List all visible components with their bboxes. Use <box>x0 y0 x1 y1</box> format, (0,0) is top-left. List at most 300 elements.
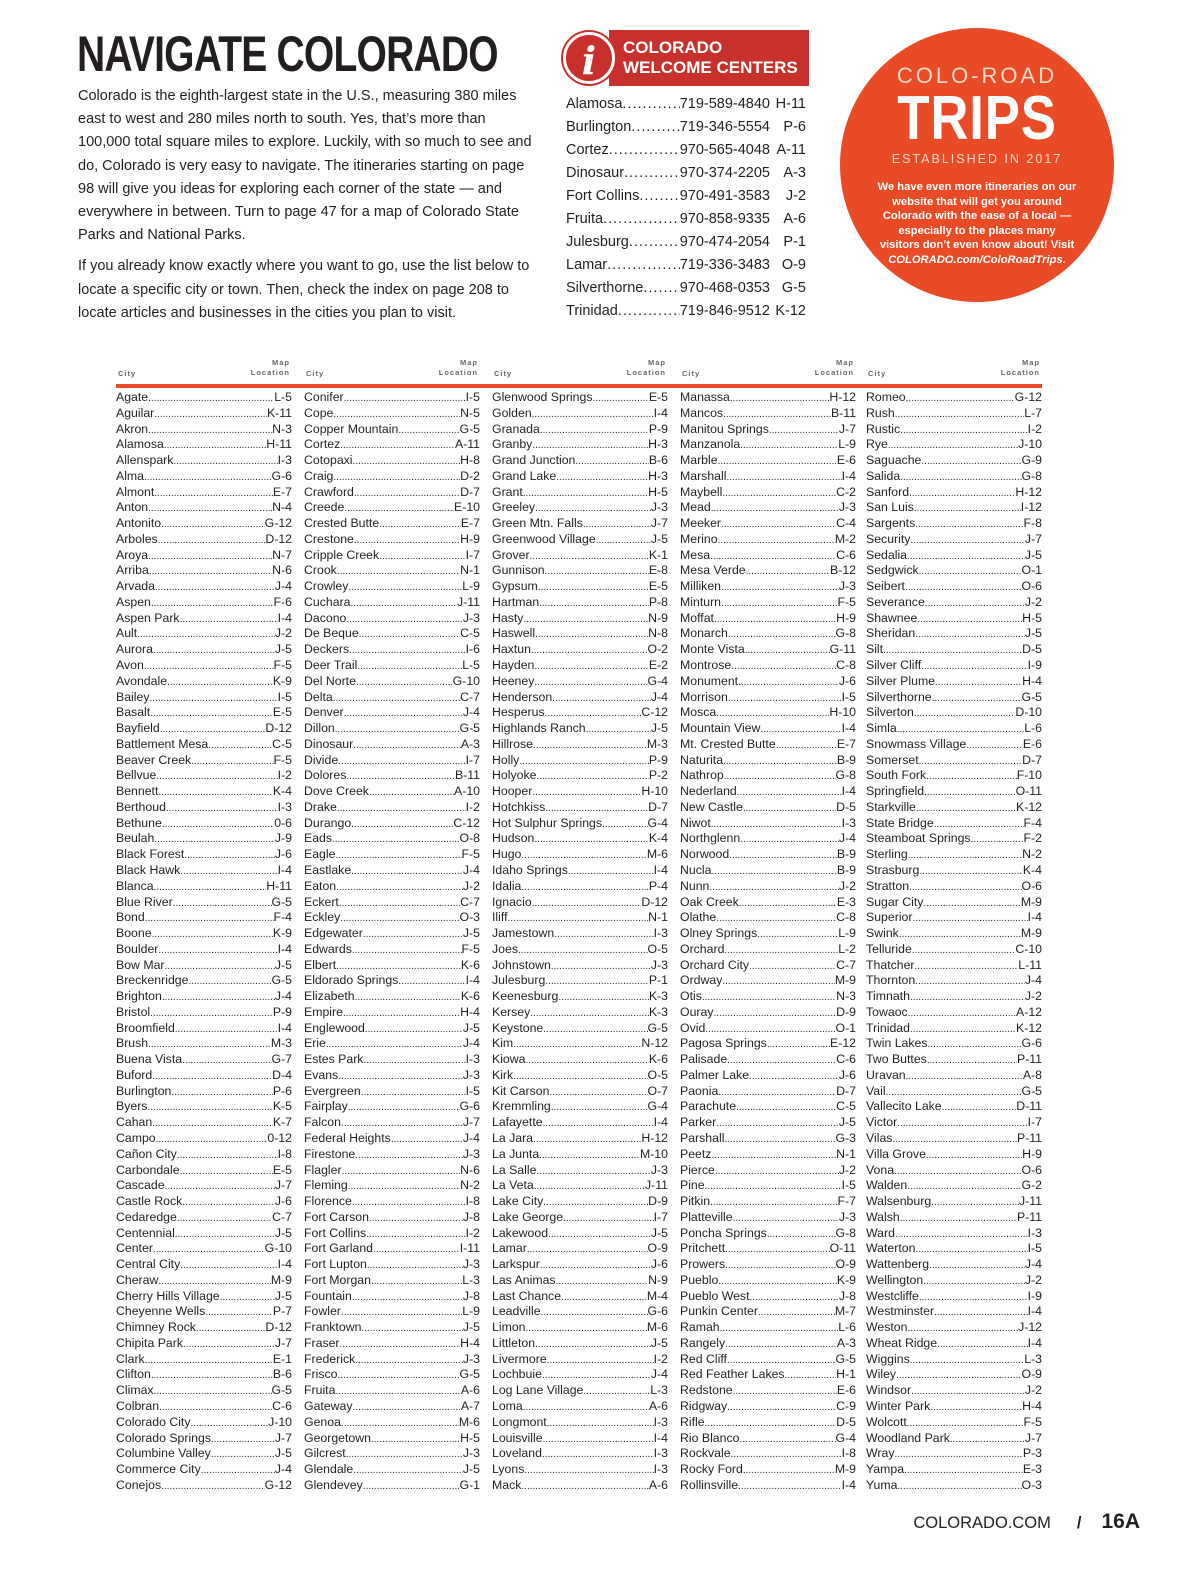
index-row <box>304 1273 480 1289</box>
map-location: J-2 <box>1024 1272 1042 1287</box>
map-location: D-2 <box>460 468 480 483</box>
map-location: J-4 <box>650 1367 668 1382</box>
index-row <box>866 1084 1042 1100</box>
leader-dots <box>583 1383 650 1399</box>
index-row <box>680 485 856 501</box>
map-location: J-3 <box>650 1162 668 1177</box>
leader-dots <box>342 1163 461 1179</box>
city-name: Heeney <box>492 673 535 688</box>
leader-dots <box>618 300 680 323</box>
index-row <box>304 879 480 895</box>
index-row <box>304 1163 480 1179</box>
map-location: A-8 <box>1022 1067 1042 1082</box>
leader-dots <box>196 1320 265 1336</box>
city-name: Central City <box>116 1257 181 1272</box>
map-location: C-6 <box>836 547 856 562</box>
city-name: Redstone <box>680 1383 733 1398</box>
city-name: Last Chance <box>492 1288 562 1303</box>
leader-dots <box>352 942 462 958</box>
index-row <box>866 500 1042 516</box>
index-row <box>304 469 480 485</box>
index-row <box>492 548 668 564</box>
map-location: A-6 <box>460 1383 480 1398</box>
map-location: H-4 <box>1022 1399 1042 1413</box>
leader-dots <box>337 800 466 816</box>
index-row <box>304 1005 480 1021</box>
index-row <box>866 626 1042 642</box>
city-name: Hotchkiss <box>492 799 546 814</box>
city-name: Sedgwick <box>866 563 919 578</box>
index-row <box>492 784 668 800</box>
leader-dots <box>910 1021 1016 1037</box>
leader-dots <box>162 816 274 832</box>
index-row <box>304 500 480 516</box>
map-location: I-5 <box>465 1083 480 1098</box>
index-column-header <box>680 358 856 380</box>
index-row <box>116 879 292 895</box>
welcome-center-phone: 719-346-5554 <box>679 119 770 135</box>
city-name: Conifer <box>304 390 344 404</box>
city-name: Cuchara <box>304 594 351 609</box>
map-location: J-4 <box>838 831 856 846</box>
city-name: Henderson <box>492 689 553 704</box>
map-location: O-11 <box>1015 784 1042 799</box>
welcome-center-phone: 970-565-4048 <box>679 142 770 158</box>
map-location: J-7 <box>1024 531 1042 546</box>
index-row <box>492 1194 668 1210</box>
map-location: G-10 <box>452 673 480 688</box>
map-location: J-10 <box>1018 437 1042 452</box>
index-row <box>866 563 1042 579</box>
index-row <box>116 1147 292 1163</box>
map-location: F-4 <box>1023 815 1042 830</box>
city-name: Vilas <box>866 1130 893 1145</box>
index-row <box>680 737 856 753</box>
city-name: Haswell <box>492 626 536 641</box>
leader-dots <box>896 1367 1021 1383</box>
badge-description: We have even more itineraries on our website that will get you around Colorado with the ease of a local — especially to the places many visitors don’t even know about! Visit <box>877 181 1077 252</box>
map-location: I-4 <box>653 862 668 877</box>
map-location: M-6 <box>646 847 668 862</box>
leader-dots <box>725 1336 837 1352</box>
city-name: Boulder <box>116 941 159 956</box>
index-row <box>680 422 856 438</box>
city-name: Yampa <box>866 1462 905 1477</box>
map-location: J-3 <box>462 1351 480 1366</box>
leader-dots <box>900 469 1021 485</box>
leader-dots <box>607 254 680 277</box>
map-location: O-7 <box>647 1083 668 1098</box>
city-name: Walsenburg <box>866 1194 932 1209</box>
leader-dots <box>727 1352 836 1368</box>
city-name: Norwood <box>680 847 730 862</box>
map-location: B-12 <box>830 563 856 578</box>
index-row <box>304 390 480 406</box>
index-row <box>866 816 1042 832</box>
leader-dots <box>398 422 459 438</box>
leader-dots <box>156 1131 268 1147</box>
leader-dots <box>629 231 680 254</box>
index-row <box>492 816 668 832</box>
city-name: Falcon <box>304 1115 341 1130</box>
index-row <box>304 1289 480 1305</box>
city-name: Granby <box>492 437 533 452</box>
leader-dots <box>739 895 837 911</box>
index-row <box>866 1021 1042 1037</box>
index-row <box>680 753 856 769</box>
index-row <box>680 1005 856 1021</box>
map-location: G-4 <box>647 815 668 830</box>
map-location: K-4 <box>1022 862 1042 877</box>
map-location: K-4 <box>648 831 668 846</box>
index-row <box>304 1367 480 1383</box>
city-name: Trinidad <box>866 1020 910 1035</box>
index-row <box>866 548 1042 564</box>
city-name: Meeker <box>680 516 722 531</box>
map-location: A-3 <box>836 1335 856 1350</box>
leader-dots <box>184 847 275 863</box>
index-row <box>680 1194 856 1210</box>
map-location: P-9 <box>272 1004 292 1019</box>
index-row <box>304 690 480 706</box>
leader-dots <box>363 1052 465 1068</box>
map-location: L-5 <box>274 390 292 404</box>
city-name: Sterling <box>866 847 908 862</box>
leader-dots <box>346 768 455 784</box>
leader-dots <box>144 469 271 485</box>
map-location: C-8 <box>836 910 856 925</box>
map-location: A-6 <box>648 1399 668 1413</box>
leader-dots <box>558 989 649 1005</box>
map-location: L-9 <box>462 579 480 594</box>
city-name: Silverthorne <box>866 689 932 704</box>
index-row <box>116 705 292 721</box>
city-name: Pueblo West <box>680 1288 750 1303</box>
leader-dots <box>353 453 461 469</box>
leader-dots <box>523 485 648 501</box>
leader-dots <box>934 1304 1028 1320</box>
leader-dots <box>332 831 459 847</box>
leader-dots <box>340 437 455 453</box>
welcome-center-row <box>566 185 806 208</box>
welcome-center-row <box>566 277 806 300</box>
index-row <box>680 548 856 564</box>
index-row <box>116 674 292 690</box>
leader-dots <box>757 926 838 942</box>
index-row <box>304 1068 480 1084</box>
leader-dots <box>729 847 837 863</box>
map-location: H-4 <box>1022 673 1042 688</box>
leader-dots <box>543 1021 647 1037</box>
leader-dots <box>513 1036 641 1052</box>
city-name: Ovid <box>680 1020 706 1035</box>
map-location: J-5 <box>462 1320 480 1335</box>
map-location: J-3 <box>838 500 856 515</box>
map-location: C-12 <box>453 815 480 830</box>
city-name: Silverton <box>866 705 914 720</box>
city-name: Elbert <box>304 957 337 972</box>
map-location: J-2 <box>1024 1383 1042 1398</box>
leader-dots <box>547 1415 654 1431</box>
leader-dots <box>716 1115 839 1131</box>
map-location: L-3 <box>462 1272 480 1287</box>
map-location: F-5 <box>273 658 292 673</box>
leader-dots <box>919 563 1022 579</box>
leader-dots <box>895 1226 1028 1242</box>
leader-dots <box>154 406 267 422</box>
city-name: Aroya <box>116 547 149 562</box>
index-row <box>304 1304 480 1320</box>
map-location: L-5 <box>462 658 480 673</box>
city-name: Drake <box>304 799 337 814</box>
city-name: Divide <box>304 752 339 767</box>
welcome-center-row <box>566 116 806 139</box>
city-name: Evergreen <box>304 1083 361 1098</box>
page-number: 16A <box>1101 1510 1140 1533</box>
map-location: M-7 <box>834 1304 856 1319</box>
map-location: I-2 <box>653 1351 668 1366</box>
index-row <box>304 895 480 911</box>
index-row <box>304 1320 480 1336</box>
city-name: Walsh <box>866 1209 900 1224</box>
index-list <box>492 390 668 1494</box>
map-location: G-5 <box>271 1383 292 1398</box>
index-row <box>680 1210 856 1226</box>
city-name: Sargents <box>866 516 916 531</box>
leader-dots <box>894 1163 1021 1179</box>
index-row <box>680 1226 856 1242</box>
city-name: Frisco <box>304 1367 338 1382</box>
index-list <box>116 390 292 1494</box>
map-location: I-2 <box>277 768 292 783</box>
leader-dots <box>356 674 453 690</box>
city-name: Red Cliff <box>680 1351 727 1366</box>
index-row <box>116 1273 292 1289</box>
index-row <box>116 910 292 926</box>
index-row <box>304 563 480 579</box>
leader-dots <box>942 1099 1017 1115</box>
index-row <box>866 1383 1042 1399</box>
leader-dots <box>931 1194 1019 1210</box>
header-city-label: City <box>306 369 325 378</box>
header-city-label: City <box>118 369 137 378</box>
city-name: Hesperus <box>492 705 545 720</box>
welcome-center-map-location: H-11 <box>775 96 806 112</box>
index-row <box>866 1273 1042 1289</box>
leader-dots <box>182 1052 271 1068</box>
index-row <box>304 437 480 453</box>
city-name: Gypsum <box>492 579 538 594</box>
city-name: Bond <box>116 910 145 925</box>
city-name: Firestone <box>304 1146 356 1161</box>
welcome-center-phone: 970-468-0353 <box>679 280 770 296</box>
map-location: E-10 <box>454 500 480 515</box>
leader-dots <box>336 958 461 974</box>
index-row <box>866 910 1042 926</box>
city-name: Northglenn <box>680 831 741 846</box>
map-location: C-12 <box>641 705 668 720</box>
map-location: K-5 <box>272 1099 292 1114</box>
map-location: L-7 <box>1024 405 1042 420</box>
leader-dots <box>915 973 1025 989</box>
welcome-centers-title <box>609 30 809 86</box>
map-location: I-4 <box>277 1020 292 1035</box>
leader-dots <box>326 1036 463 1052</box>
city-name: Buena Vista <box>116 1052 183 1067</box>
map-location: D-12 <box>265 1320 292 1335</box>
map-location: I-6 <box>465 642 480 657</box>
city-name: Monument <box>680 673 739 688</box>
city-name: Glendale <box>304 1462 354 1477</box>
leader-dots <box>705 1021 835 1037</box>
city-name: Glenwood Springs <box>492 390 593 404</box>
leader-dots <box>716 705 829 721</box>
index-row <box>492 1399 668 1415</box>
city-name: Westcliffe <box>866 1288 919 1303</box>
page-footer <box>913 1510 1140 1534</box>
city-name: Gilcrest <box>304 1446 346 1461</box>
index-row <box>116 1304 292 1320</box>
leader-dots <box>924 784 1015 800</box>
index-row <box>866 406 1042 422</box>
city-name: Edwards <box>304 941 352 956</box>
city-name: Fowler <box>304 1304 341 1319</box>
map-location: G-5 <box>271 894 292 909</box>
leader-dots <box>542 1446 654 1462</box>
footer-slash: / <box>1076 1514 1082 1532</box>
leader-dots <box>923 895 1020 911</box>
index-row <box>304 705 480 721</box>
index-list <box>680 390 856 1494</box>
index-row <box>304 768 480 784</box>
leader-dots <box>534 658 648 674</box>
city-name: Las Animas <box>492 1272 556 1287</box>
map-location: I-7 <box>1027 1115 1042 1130</box>
badge-link[interactable]: COLORADO.com/ColoRoadTrips. <box>888 253 1066 266</box>
city-name: Dillon <box>304 721 335 736</box>
map-location: L-6 <box>838 1320 856 1335</box>
leader-dots <box>720 1320 839 1336</box>
city-name: Palmer Lake <box>680 1067 750 1082</box>
index-row <box>680 816 856 832</box>
index-row <box>866 674 1042 690</box>
city-name: Eaton <box>304 878 337 893</box>
city-name: Fairplay <box>304 1099 348 1114</box>
leader-dots <box>154 831 275 847</box>
leader-dots <box>727 1052 836 1068</box>
leader-dots <box>352 1289 463 1305</box>
leader-dots <box>154 1383 272 1399</box>
city-name: Rifle <box>680 1414 705 1429</box>
leader-dots <box>369 784 454 800</box>
city-name: Mountain View <box>680 721 761 736</box>
leader-dots <box>150 1005 273 1021</box>
map-location: P-4 <box>648 878 668 893</box>
city-name: Agate <box>116 390 149 404</box>
index-row <box>304 1194 480 1210</box>
leader-dots <box>914 705 1016 721</box>
map-location: J-11 <box>456 594 480 609</box>
index-row <box>492 532 668 548</box>
index-row <box>304 1462 480 1478</box>
map-location: G-5 <box>1021 1083 1042 1098</box>
leader-dots <box>175 1226 275 1242</box>
header-map-location-label <box>251 358 290 378</box>
leader-dots <box>908 1005 1016 1021</box>
map-location: J-5 <box>274 957 292 972</box>
city-name: Colorado City <box>116 1414 191 1429</box>
map-location: C-6 <box>836 1052 856 1067</box>
map-location: J-4 <box>462 862 480 877</box>
index-row <box>866 831 1042 847</box>
leader-dots <box>341 1304 462 1320</box>
city-name: Vail <box>866 1083 886 1098</box>
map-location: J-3 <box>462 1257 480 1272</box>
leader-dots <box>335 847 461 863</box>
city-name: Wattenberg <box>866 1257 930 1272</box>
index-row <box>116 1036 292 1052</box>
index-row <box>680 705 856 721</box>
map-location: L-11 <box>1018 957 1042 972</box>
city-name: Cortez <box>304 437 341 452</box>
index-row <box>116 1367 292 1383</box>
map-location: I-3 <box>277 799 292 814</box>
city-name: Sanford <box>866 484 910 499</box>
city-name: Winter Park <box>866 1399 931 1413</box>
leader-dots <box>159 1399 272 1415</box>
map-location: N-12 <box>641 1036 668 1051</box>
leader-dots <box>354 532 460 548</box>
index-row <box>866 721 1042 737</box>
leader-dots <box>155 579 275 595</box>
map-location: N-8 <box>648 626 668 641</box>
city-name: Hudson <box>492 831 535 846</box>
leader-dots <box>348 1099 460 1115</box>
index-row <box>680 1399 856 1415</box>
leader-dots <box>722 973 834 989</box>
index-row <box>492 500 668 516</box>
leader-dots <box>740 831 839 847</box>
map-location: P-6 <box>272 1083 292 1098</box>
map-location: J-5 <box>650 1225 668 1240</box>
map-location: H-11 <box>266 878 292 893</box>
index-row <box>680 642 856 658</box>
city-name: Aspen <box>116 594 151 609</box>
index-row <box>492 1021 668 1037</box>
welcome-center-map-location: A-3 <box>783 165 806 181</box>
leader-dots <box>711 500 839 516</box>
leader-dots <box>919 863 1023 879</box>
index-row <box>492 642 668 658</box>
leader-dots <box>907 1320 1018 1336</box>
map-location: J-4 <box>462 705 480 720</box>
leader-dots <box>888 437 1018 453</box>
map-location: N-9 <box>648 1272 668 1287</box>
index-row <box>116 1383 292 1399</box>
map-location: J-6 <box>838 673 856 688</box>
city-name: Cotopaxi <box>304 453 353 468</box>
leader-dots <box>526 1320 647 1336</box>
city-name: Ramah <box>680 1320 720 1335</box>
city-name: Jamestown <box>492 926 555 941</box>
index-row <box>680 469 856 485</box>
city-name: Brush <box>116 1036 149 1051</box>
index-row <box>116 437 292 453</box>
map-location: H-12 <box>1015 484 1042 499</box>
city-name: Seibert <box>866 579 905 594</box>
header-map-line: Map <box>648 358 666 367</box>
index-row <box>866 847 1042 863</box>
